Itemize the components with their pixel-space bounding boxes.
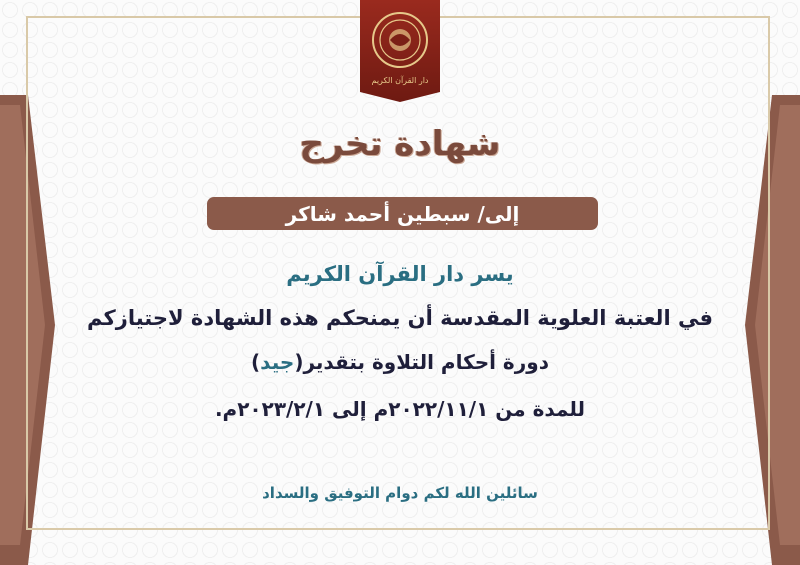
certificate-title: شهادة تخرج (299, 124, 501, 164)
course-suffix: ) (251, 350, 261, 374)
line-period: للمدة من ٢٠٢٢/١١/١م إلى ٢٠٢٣/٢/١م. (214, 397, 586, 421)
course-prefix: دورة أحكام التلاوة بتقدير( (294, 350, 549, 374)
grade-value: جيد (260, 350, 295, 374)
line-grant: في العتبة العلوية المقدسة أن يمنحكم هذه الشهادة لاجتيازكم (87, 306, 713, 330)
recipient-name: إلى/ سبطين أحمد شاكر (285, 201, 520, 226)
line-sponsor: يسر دار القرآن الكريم (286, 262, 514, 286)
recipient-banner (207, 197, 598, 230)
badge-label: دار القرآن الكريم (371, 76, 429, 85)
closing-line: سائلين الله لكم دوام التوفيق والسداد (262, 484, 538, 502)
line-course (0, 350, 800, 374)
seal-emblem-icon (360, 0, 440, 102)
